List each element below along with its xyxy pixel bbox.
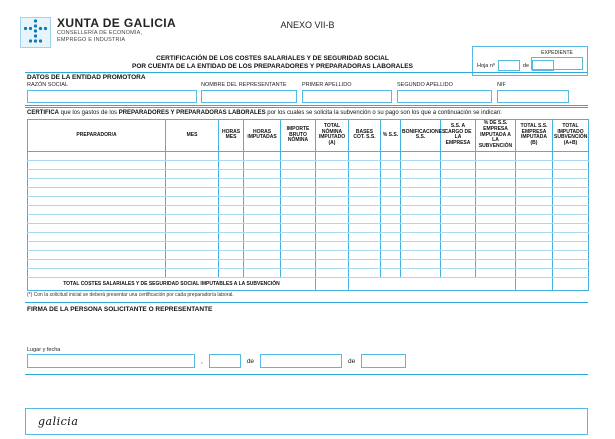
table-cell[interactable] [166, 250, 219, 259]
ano-input[interactable] [361, 354, 406, 368]
table-cell[interactable] [219, 160, 244, 169]
table-cell[interactable] [516, 169, 553, 178]
hoja-total-input[interactable] [532, 60, 554, 71]
table-cell[interactable] [476, 223, 516, 232]
table-cell[interactable] [28, 232, 166, 241]
table-cell[interactable] [316, 241, 349, 250]
column-header-5: TOTAL NÓMINA IMPUTADO (A) [316, 120, 349, 152]
field-nif [497, 82, 569, 103]
column-header-3: HORAS IMPUTADAS [244, 120, 281, 152]
table-cell[interactable] [349, 169, 381, 178]
table-cell[interactable] [381, 205, 401, 214]
table-cell[interactable] [401, 241, 441, 250]
table-cell[interactable] [401, 223, 441, 232]
table-cell[interactable] [349, 232, 381, 241]
table-row [28, 196, 589, 205]
table-cell[interactable] [316, 169, 349, 178]
table-cell[interactable] [401, 250, 441, 259]
table-cell[interactable] [316, 250, 349, 259]
table-cell[interactable] [244, 196, 281, 205]
table-cell[interactable] [553, 223, 589, 232]
table-cell[interactable] [401, 169, 441, 178]
table-cell[interactable] [553, 259, 589, 268]
datos-fields-row [27, 82, 588, 103]
expediente-label: EXPEDIENTE [541, 50, 573, 56]
table-cell[interactable] [476, 250, 516, 259]
table-cell[interactable] [349, 151, 381, 160]
table-cell[interactable] [316, 268, 349, 277]
table-cell[interactable] [219, 196, 244, 205]
nombre-representante-input[interactable] [201, 90, 297, 103]
table-cell[interactable] [381, 169, 401, 178]
table-cell[interactable] [441, 214, 476, 223]
table-cell[interactable] [219, 250, 244, 259]
table-cell[interactable] [28, 187, 166, 196]
table-cell[interactable] [349, 268, 381, 277]
table-cell[interactable] [516, 214, 553, 223]
total-a-cell[interactable] [316, 277, 349, 290]
table-cell[interactable] [166, 169, 219, 178]
table-cell[interactable] [316, 196, 349, 205]
de-label-1: de [246, 357, 255, 365]
table-cell[interactable] [244, 259, 281, 268]
table-cell[interactable] [349, 187, 381, 196]
table-cell[interactable] [381, 259, 401, 268]
table-cell[interactable] [441, 160, 476, 169]
table-footnote: (*) Con la solicitud inicial se deberá presentar una certificación por cada preparador/a laboral. [27, 292, 234, 298]
table-cell[interactable] [244, 223, 281, 232]
table-cell[interactable] [166, 178, 219, 187]
separator-double [25, 105, 588, 108]
table-cell[interactable] [476, 169, 516, 178]
table-cell[interactable] [516, 232, 553, 241]
table-cell[interactable] [349, 259, 381, 268]
table-cell[interactable] [166, 241, 219, 250]
razon-social-label: RAZÓN SOCIAL [27, 82, 68, 88]
table-row [28, 169, 589, 178]
table-cell[interactable] [349, 214, 381, 223]
column-header-0: PREPARADOR/A [28, 120, 166, 152]
table-cell[interactable] [281, 187, 316, 196]
table-cell[interactable] [316, 223, 349, 232]
table-header-row [28, 120, 589, 152]
table-cell[interactable] [381, 187, 401, 196]
table-row [28, 178, 589, 187]
table-row [28, 259, 589, 268]
table-cell[interactable] [244, 178, 281, 187]
table-cell[interactable] [401, 214, 441, 223]
separator-firma-top [25, 302, 588, 303]
table-cell[interactable] [516, 241, 553, 250]
table-cell[interactable] [441, 151, 476, 160]
table-cell[interactable] [219, 232, 244, 241]
table-row [28, 187, 589, 196]
table-cell[interactable] [166, 259, 219, 268]
table-row [28, 241, 589, 250]
table-cell[interactable] [381, 178, 401, 187]
logo-title: XUNTA DE GALICIA [57, 16, 177, 30]
hoja-row [477, 60, 554, 71]
table-cell[interactable] [441, 205, 476, 214]
table-cell[interactable] [316, 160, 349, 169]
table-row [28, 223, 589, 232]
table-cell[interactable] [381, 268, 401, 277]
table-cell[interactable] [281, 259, 316, 268]
certifica-statement [27, 110, 588, 116]
certifica-text-2: que los gastos de los [59, 110, 119, 116]
table-cell[interactable] [553, 232, 589, 241]
table-cell[interactable] [219, 268, 244, 277]
table-cell[interactable] [244, 160, 281, 169]
column-header-9: S.S. A CARGO DE LA EMPRESA [441, 120, 476, 152]
table-cell[interactable] [516, 160, 553, 169]
table-cell[interactable] [244, 268, 281, 277]
table-cell[interactable] [381, 151, 401, 160]
table-cell[interactable] [244, 250, 281, 259]
table-cell[interactable] [219, 205, 244, 214]
table-cell[interactable] [244, 232, 281, 241]
form-title [60, 55, 485, 71]
table-cell[interactable] [349, 160, 381, 169]
table-body [28, 151, 589, 290]
table-cell[interactable] [476, 205, 516, 214]
table-cell[interactable] [476, 268, 516, 277]
table-cell[interactable] [166, 151, 219, 160]
field-segundo-apellido [397, 82, 492, 103]
anexo-label: ANEXO VII-B [280, 20, 335, 30]
separator-bottom [25, 374, 588, 375]
table-cell[interactable] [219, 169, 244, 178]
table-cell[interactable] [516, 178, 553, 187]
column-header-10: % DE S.S. EMPRESA IMPUTADA A LA SUBVENCIÓN [476, 120, 516, 152]
table-cell[interactable] [166, 214, 219, 223]
table-cell[interactable] [401, 268, 441, 277]
primer-apellido-input[interactable] [302, 90, 392, 103]
table-cell[interactable] [553, 241, 589, 250]
table-cell[interactable] [441, 187, 476, 196]
table-cell[interactable] [441, 259, 476, 268]
field-razon-social [27, 82, 197, 103]
table-row [28, 232, 589, 241]
column-header-8: BONIFICACIONES S.S. [401, 120, 441, 152]
table-cell[interactable] [244, 151, 281, 160]
table-cell[interactable] [476, 214, 516, 223]
table-cell[interactable] [244, 187, 281, 196]
table-cell[interactable] [381, 232, 401, 241]
table-cell[interactable] [281, 232, 316, 241]
table-cell[interactable] [28, 205, 166, 214]
table-cell[interactable] [516, 205, 553, 214]
table-total-row [28, 277, 589, 290]
table-cell[interactable] [219, 187, 244, 196]
table-cell[interactable] [166, 160, 219, 169]
segundo-apellido-input[interactable] [397, 90, 492, 103]
table-cell[interactable] [516, 250, 553, 259]
table-cell[interactable] [476, 178, 516, 187]
table-cell[interactable] [381, 196, 401, 205]
table-cell[interactable] [381, 250, 401, 259]
table-cell[interactable] [316, 187, 349, 196]
form-title-line1: CERTIFICACIÓN DE LOS COSTES SALARIALES Y DE SEGURIDAD SOCIAL [156, 55, 389, 62]
table-cell[interactable] [244, 214, 281, 223]
table-row [28, 205, 589, 214]
segundo-apellido-label: SEGUNDO APELLIDO [397, 82, 453, 88]
column-header-12: TOTAL IMPUTADO SUBVENCIÓN (A+B) [553, 120, 589, 152]
field-nombre-representante [201, 82, 297, 103]
table-cell[interactable] [516, 223, 553, 232]
column-header-4: IMPORTE BRUTO NÓMINA [281, 120, 316, 152]
table-cell[interactable] [316, 178, 349, 187]
table-cell[interactable] [476, 151, 516, 160]
table-cell[interactable] [281, 241, 316, 250]
certifica-text-4: por los cuales se solicita la subvención o su pago son los que a continuación se indican: [265, 110, 502, 116]
table-cell[interactable] [476, 187, 516, 196]
table-cell[interactable] [516, 151, 553, 160]
costes-table [27, 119, 589, 291]
table-row [28, 160, 589, 169]
table-cell[interactable] [281, 214, 316, 223]
table-cell[interactable] [349, 205, 381, 214]
footer-bar [25, 408, 588, 435]
table-cell[interactable] [401, 196, 441, 205]
table-cell[interactable] [281, 160, 316, 169]
hoja-numero-input[interactable] [498, 60, 520, 71]
table-cell[interactable] [28, 169, 166, 178]
comma-separator: , [201, 357, 203, 365]
table-cell[interactable] [401, 205, 441, 214]
table-cell[interactable] [316, 232, 349, 241]
form-title-line2: POR CUENTA DE LA ENTIDAD DE LOS PREPARADORES Y PREPARADORAS LABORALES [132, 63, 413, 70]
lugar-fecha-label: Lugar y fecha [27, 347, 61, 353]
table-cell[interactable] [553, 205, 589, 214]
table-cell[interactable] [349, 241, 381, 250]
hoja-de-label: de [522, 62, 530, 69]
firma-section-title: FIRMA DE LA PERSONA SOLICITANTE O REPRESENTANTE [27, 306, 213, 313]
table-cell[interactable] [219, 178, 244, 187]
total-ab-cell[interactable] [553, 277, 589, 290]
table-cell[interactable] [401, 187, 441, 196]
table-cell[interactable] [316, 214, 349, 223]
table-cell[interactable] [553, 151, 589, 160]
table-cell[interactable] [28, 214, 166, 223]
table-cell[interactable] [476, 232, 516, 241]
logo-subtitle-line2: EMPREGO E INDUSTRIA [57, 36, 126, 43]
table-cell[interactable] [316, 151, 349, 160]
table-cell[interactable] [441, 268, 476, 277]
galicia-logo: galicia [38, 415, 79, 428]
table-cell[interactable] [244, 205, 281, 214]
table-cell[interactable] [553, 268, 589, 277]
table-cell[interactable] [28, 250, 166, 259]
column-header-1: MES [166, 120, 219, 152]
table-cell[interactable] [553, 178, 589, 187]
table-cell[interactable] [166, 187, 219, 196]
certifica-word: CERTIFICA [27, 110, 59, 116]
table-cell[interactable] [281, 250, 316, 259]
table-cell[interactable] [244, 241, 281, 250]
table-cell[interactable] [28, 196, 166, 205]
table-row [28, 151, 589, 160]
table-cell[interactable] [381, 223, 401, 232]
hoja-label: Hoja nº [477, 62, 495, 69]
table-cell[interactable] [476, 259, 516, 268]
table-cell[interactable] [516, 196, 553, 205]
field-primer-apellido [302, 82, 392, 103]
table-cell[interactable] [516, 187, 553, 196]
nombre-representante-label: NOMBRE DEL REPRESENTANTE [201, 82, 287, 88]
dia-input[interactable] [209, 354, 241, 368]
table-cell[interactable] [553, 250, 589, 259]
de-label-2: de [348, 357, 356, 365]
table-cell[interactable] [401, 232, 441, 241]
column-header-2: HORAS MES [219, 120, 244, 152]
table-row [28, 214, 589, 223]
table-cell[interactable] [28, 241, 166, 250]
total-middle-cell [349, 277, 516, 290]
table-cell[interactable] [281, 169, 316, 178]
table-cell[interactable] [316, 259, 349, 268]
primer-apellido-label: PRIMER APELLIDO [302, 82, 352, 88]
table-cell[interactable] [401, 151, 441, 160]
table-cell[interactable] [219, 214, 244, 223]
logo-subtitle-line1: CONSELLERÍA DE ECONOMÍA, [57, 30, 143, 36]
table-cell[interactable] [553, 169, 589, 178]
table-cell[interactable] [281, 151, 316, 160]
table-cell[interactable] [401, 178, 441, 187]
table-cell[interactable] [219, 241, 244, 250]
table-cell[interactable] [381, 214, 401, 223]
table-cell[interactable] [28, 178, 166, 187]
column-header-7: % S.S. [381, 120, 401, 152]
table-cell[interactable] [516, 259, 553, 268]
table-cell[interactable] [401, 259, 441, 268]
table-cell[interactable] [553, 160, 589, 169]
table-cell[interactable] [381, 160, 401, 169]
table-row [28, 250, 589, 259]
table-cell[interactable] [441, 232, 476, 241]
table-cell[interactable] [281, 223, 316, 232]
table-cell[interactable] [166, 223, 219, 232]
table-cell[interactable] [281, 178, 316, 187]
total-b-cell[interactable] [516, 277, 553, 290]
table-cell[interactable] [219, 151, 244, 160]
table-cell[interactable] [381, 241, 401, 250]
table-cell[interactable] [28, 268, 166, 277]
table-cell[interactable] [476, 196, 516, 205]
column-header-6: BASES COT. S.S. [349, 120, 381, 152]
column-header-11: TOTAL S.S. EMPRESA IMPUTADA (B) [516, 120, 553, 152]
separator-top [25, 72, 588, 73]
table-cell[interactable] [166, 268, 219, 277]
table-cell[interactable] [441, 223, 476, 232]
table-cell[interactable] [166, 232, 219, 241]
table-cell[interactable] [281, 268, 316, 277]
table-cell[interactable] [349, 196, 381, 205]
table-cell[interactable] [441, 169, 476, 178]
table-cell[interactable] [441, 196, 476, 205]
table-cell[interactable] [401, 160, 441, 169]
table-cell[interactable] [244, 169, 281, 178]
table-cell[interactable] [349, 223, 381, 232]
lugar-fecha-row [27, 354, 406, 368]
table-cell[interactable] [28, 259, 166, 268]
table-row [28, 268, 589, 277]
table-cell[interactable] [349, 178, 381, 187]
table-cell[interactable] [316, 205, 349, 214]
table-cell[interactable] [349, 250, 381, 259]
table-cell[interactable] [553, 214, 589, 223]
table-cell[interactable] [219, 259, 244, 268]
mes-input[interactable] [260, 354, 342, 368]
table-cell[interactable] [476, 160, 516, 169]
table-cell[interactable] [441, 250, 476, 259]
nif-label: NIF [497, 82, 506, 88]
nif-input[interactable] [497, 90, 569, 103]
table-cell[interactable] [553, 196, 589, 205]
table-cell[interactable] [28, 223, 166, 232]
lugar-input[interactable] [27, 354, 195, 368]
table-cell[interactable] [28, 160, 166, 169]
table-cell[interactable] [28, 151, 166, 160]
table-cell[interactable] [441, 241, 476, 250]
table-cell[interactable] [476, 241, 516, 250]
total-row-label: TOTAL COSTES SALARIALES Y DE SEGURIDAD SOCIAL IMPUTABLES A LA SUBVENCIÓN [28, 277, 316, 290]
datos-section-title: DATOS DE LA ENTIDAD PROMOTORA [27, 74, 146, 81]
table-cell[interactable] [219, 223, 244, 232]
razon-social-input[interactable] [27, 90, 197, 103]
table-cell[interactable] [281, 205, 316, 214]
table-cell[interactable] [441, 178, 476, 187]
table-cell[interactable] [281, 196, 316, 205]
table-cell[interactable] [166, 196, 219, 205]
table-cell[interactable] [166, 205, 219, 214]
table-cell[interactable] [516, 268, 553, 277]
table-cell[interactable] [553, 187, 589, 196]
certifica-text-3: PREPARADORES Y PREPARADORAS LABORALES [118, 110, 266, 116]
